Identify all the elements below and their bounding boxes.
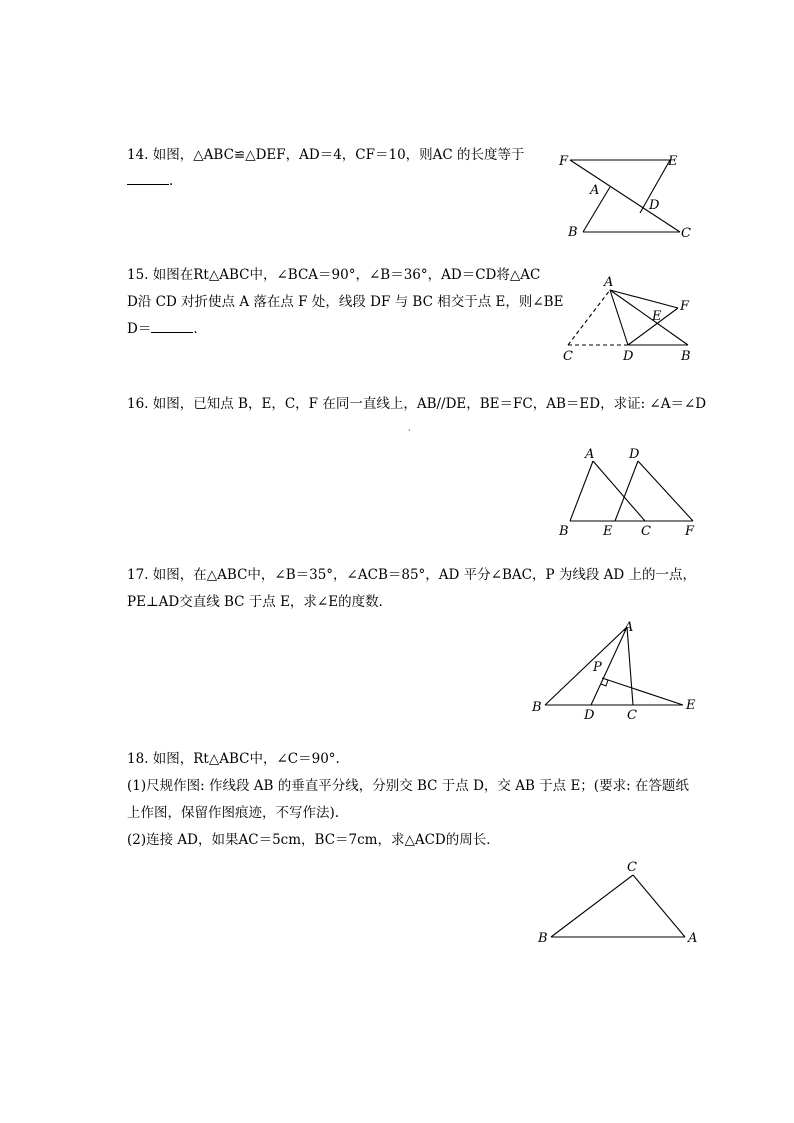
q18-text-line3: 上作图，保留作图痕迹，不写作法). xyxy=(127,805,340,821)
q15-label-C: C xyxy=(563,349,573,364)
stray-mark: · xyxy=(408,426,411,435)
answer-blank[interactable] xyxy=(151,320,193,333)
q14-label-C: C xyxy=(681,226,691,241)
q14-figure xyxy=(555,150,705,242)
q14-label-D: D xyxy=(649,198,660,213)
q15-label-E: E xyxy=(652,309,662,324)
q16-label-C: C xyxy=(641,524,651,539)
q17-label-C: C xyxy=(627,708,637,723)
q14-label-A: A xyxy=(590,183,600,198)
q17-label-D: D xyxy=(584,708,595,723)
q17-label-B: B xyxy=(532,700,542,715)
q16-label-D: D xyxy=(629,447,640,462)
q17-label-P: P xyxy=(593,660,602,675)
q17-label-A: A xyxy=(624,620,634,635)
q15-text-line1: 15. 如图在Rt△ABC中，∠BCA＝90°，∠B＝36°，AD＝CD将△AC xyxy=(127,267,541,283)
q17-figure xyxy=(525,615,705,725)
q16-label-B: B xyxy=(559,524,569,539)
q15-answer-prefix: D＝ xyxy=(127,321,152,337)
q15-label-F: F xyxy=(680,299,690,314)
q17-text-line2: PE⊥AD交直线 BC 于点 E，求∠E的度数． xyxy=(127,594,393,610)
q14-label-B: B xyxy=(568,225,578,240)
q15-label-B: B xyxy=(681,349,691,364)
q15-label-D: D xyxy=(623,349,634,364)
q16-label-F: F xyxy=(685,524,695,539)
q18-label-A: A xyxy=(688,931,698,946)
q18-text-line1: 18. 如图，Rt△ABC中，∠C＝90°. xyxy=(127,751,340,767)
q15-answer-line xyxy=(127,319,198,339)
q17-text-line1: 17. 如图，在△ABC中，∠B＝35°，∠ACB＝85°，AD 平分∠BAC，P 为线段 AD 上的一点， xyxy=(127,567,696,583)
q15-label-A: A xyxy=(604,275,614,290)
q18-text-line2: (1)尺规作图: 作线段 AB 的垂直平分线，分别交 BC 于点 D，交 AB 于点 E；(要求: 在答题纸 xyxy=(127,778,689,794)
q14-answer-line xyxy=(127,171,173,191)
q17-label-E: E xyxy=(686,698,696,713)
q18-text-line4: (2)连接 AD，如果AC＝5cm，BC＝7cm，求△ACD的周长． xyxy=(127,832,500,848)
q16-label-E: E xyxy=(603,524,613,539)
q18-label-C: C xyxy=(627,860,637,875)
q14-period: . xyxy=(169,173,174,189)
q14-label-E: E xyxy=(668,154,678,169)
q16-text-line1: 16. 如图，已知点 B，E，C，F 在同一直线上，AB//DE，BE＝FC，AB＝ED，求证: ∠A＝∠D xyxy=(127,396,707,412)
q15-figure xyxy=(560,272,700,364)
q18-figure xyxy=(535,855,705,950)
q16-figure xyxy=(555,444,705,539)
q15-period: . xyxy=(193,321,198,337)
answer-blank[interactable] xyxy=(127,172,169,185)
q15-text-line2: D沿 CD 对折使点 A 落在点 F 处，线段 DF 与 BC 相交于点 E，则∠BE xyxy=(127,294,564,310)
q18-label-B: B xyxy=(538,931,548,946)
q14-label-F: F xyxy=(559,154,569,169)
q16-label-A: A xyxy=(585,447,595,462)
q14-text-line1: 14. 如图，△ABC≌△DEF，AD＝4，CF＝10，则AC 的长度等于 xyxy=(127,147,525,163)
